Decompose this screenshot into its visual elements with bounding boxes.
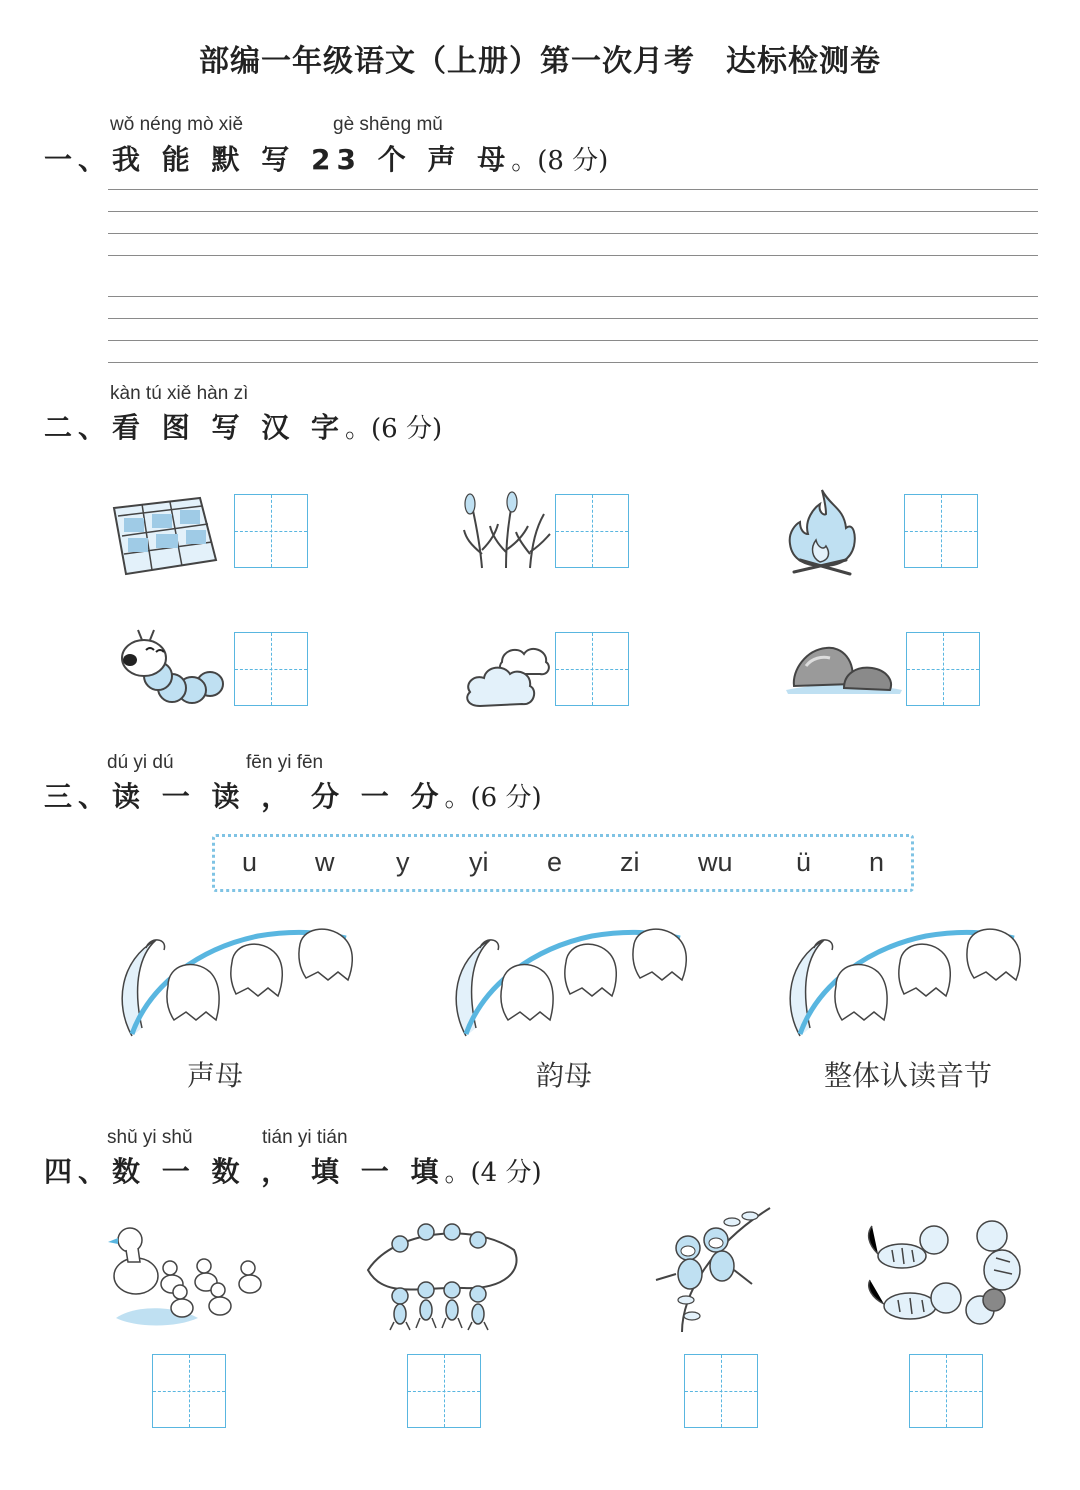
section-3-text: 读 一 读 ， 分 一 分 bbox=[112, 780, 445, 813]
writing-line bbox=[108, 189, 1038, 190]
section-4-text: 数 一 数 ， 填 一 填 bbox=[112, 1155, 445, 1188]
section-3-pinyin-b: fēn yi fēn bbox=[246, 752, 324, 773]
letter-item[interactable]: w bbox=[315, 847, 335, 877]
fire-icon bbox=[784, 486, 860, 576]
rice-icon bbox=[462, 494, 552, 570]
writing-line bbox=[108, 211, 1038, 212]
writing-line bbox=[108, 318, 1038, 319]
letter-item[interactable]: n bbox=[869, 847, 885, 877]
cloud-icon bbox=[462, 640, 552, 712]
answer-box-cloud[interactable] bbox=[555, 632, 629, 706]
writing-line bbox=[108, 233, 1038, 234]
page-title: 部编一年级语文（上册）第一次月考 达标检测卷 bbox=[199, 44, 881, 79]
letter-item[interactable]: u bbox=[242, 847, 258, 877]
answer-box-worm[interactable] bbox=[234, 632, 308, 706]
section-2-text: 看 图 写 汉 字 bbox=[112, 411, 346, 444]
category-label-initials: 声母 bbox=[187, 1059, 244, 1092]
answer-box-monkeys[interactable] bbox=[684, 1354, 758, 1428]
answer-box-fire[interactable] bbox=[904, 494, 978, 568]
section-2-pinyin: kàn tú xiě hàn zì bbox=[110, 383, 249, 404]
section-1-pinyin-a: wǒ néng mò xiě bbox=[110, 114, 244, 135]
writing-line bbox=[108, 296, 1038, 297]
letter-item[interactable]: ü bbox=[796, 847, 812, 877]
category-label-whole-syllables: 整体认读音节 bbox=[824, 1059, 993, 1092]
section-3-pinyin-a: dú yi dú bbox=[107, 752, 174, 773]
answer-box-ants[interactable] bbox=[407, 1354, 481, 1428]
writing-line bbox=[108, 340, 1038, 341]
answer-box-field[interactable] bbox=[234, 494, 308, 568]
answer-box-stone[interactable] bbox=[906, 632, 980, 706]
section-1-score: 。(8 分) bbox=[511, 146, 609, 176]
field-icon bbox=[108, 494, 220, 578]
letter-item[interactable]: zi bbox=[620, 847, 640, 877]
section-2-number: 二、 bbox=[44, 411, 113, 444]
flower-icon[interactable] bbox=[110, 924, 374, 1042]
answer-box-tigers[interactable] bbox=[909, 1354, 983, 1428]
ducks-icon bbox=[106, 1218, 268, 1330]
section-3-number: 三、 bbox=[44, 780, 113, 813]
flower-icon[interactable] bbox=[778, 924, 1042, 1042]
section-1-number: 一、 bbox=[44, 143, 113, 176]
section-1-pinyin-b: gè shēng mǔ bbox=[333, 114, 443, 135]
writing-line bbox=[108, 255, 1038, 256]
section-4-heading bbox=[44, 1150, 542, 1190]
ants-icon bbox=[364, 1210, 520, 1332]
monkeys-icon bbox=[652, 1204, 774, 1334]
letter-item[interactable]: y bbox=[396, 847, 410, 877]
section-4-pinyin-b: tián yi tián bbox=[262, 1127, 348, 1148]
letter-item[interactable]: yi bbox=[469, 847, 489, 877]
tigers-icon bbox=[862, 1214, 1034, 1332]
answer-box-ducks[interactable] bbox=[152, 1354, 226, 1428]
writing-line bbox=[108, 362, 1038, 363]
section-3-heading bbox=[44, 775, 542, 815]
section-3-score: 。(6 分) bbox=[444, 783, 542, 813]
letter-item[interactable]: wu bbox=[698, 847, 733, 877]
section-2-heading bbox=[44, 406, 442, 446]
stone-icon bbox=[782, 636, 906, 698]
section-4-score: 。(4 分) bbox=[444, 1158, 542, 1188]
section-4-number: 四、 bbox=[44, 1155, 113, 1188]
worm-icon bbox=[116, 628, 226, 708]
answer-box-rice[interactable] bbox=[555, 494, 629, 568]
section-1-text: 我 能 默 写 23 个 声 母 bbox=[112, 143, 512, 176]
section-1-heading bbox=[44, 138, 608, 178]
section-2-score: 。(6 分) bbox=[345, 414, 443, 444]
section-4-pinyin-a: shǔ yi shǔ bbox=[107, 1127, 193, 1148]
flower-icon[interactable] bbox=[444, 924, 708, 1042]
category-label-finals: 韵母 bbox=[536, 1059, 593, 1092]
letter-item[interactable]: e bbox=[547, 847, 563, 877]
